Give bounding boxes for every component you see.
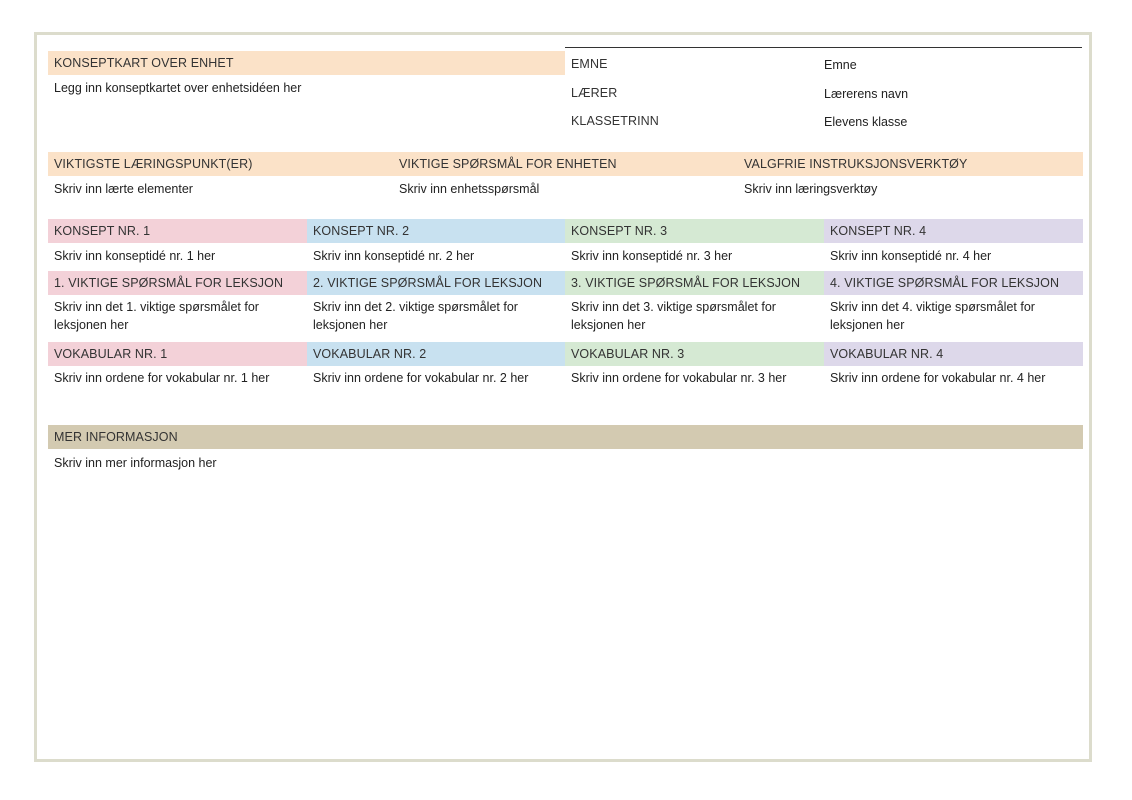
subject-value[interactable]: Emne (824, 58, 857, 72)
grade-label: KLASSETRINN (571, 114, 659, 128)
page-border (34, 32, 1092, 762)
question-4-label: 4. VIKTIGE SPØRSMÅL FOR LEKSJON (824, 271, 1083, 295)
tools-label: VALGFRIE INSTRUKSJONSVERKTØY (738, 152, 1083, 176)
concept-1-text[interactable]: Skriv inn konseptidé nr. 1 her (54, 249, 216, 263)
question-2-text[interactable]: Skriv inn det 2. viktige spørsmålet for leksjonen her (313, 300, 518, 332)
grade-value[interactable]: Elevens klasse (824, 115, 908, 129)
unit-questions-text[interactable]: Skriv inn enhetsspørsmål (399, 182, 540, 196)
vocab-4-label: VOKABULAR NR. 4 (824, 342, 1083, 366)
concept-3-text[interactable]: Skriv inn konseptidé nr. 3 her (571, 249, 733, 263)
vocab-3-label: VOKABULAR NR. 3 (565, 342, 824, 366)
vocab-1-text[interactable]: Skriv inn ordene for vokabular nr. 1 her (54, 371, 270, 385)
concept-3-label: KONSEPT NR. 3 (565, 219, 824, 243)
question-1-text[interactable]: Skriv inn det 1. viktige spørsmålet for leksjonen her (54, 300, 259, 332)
subject-label: EMNE (571, 57, 608, 71)
question-4-text[interactable]: Skriv inn det 4. viktige spørsmålet for leksjonen her (830, 300, 1035, 332)
vocab-4-text[interactable]: Skriv inn ordene for vokabular nr. 4 her (830, 371, 1046, 385)
question-1-label: 1. VIKTIGE SPØRSMÅL FOR LEKSJON (48, 271, 307, 295)
info-top-rule (565, 47, 1082, 48)
teacher-value[interactable]: Lærerens navn (824, 87, 909, 101)
concept-map-label: KONSEPTKART OVER ENHET (48, 51, 565, 75)
concept-2-text[interactable]: Skriv inn konseptidé nr. 2 her (313, 249, 475, 263)
concept-2-label: KONSEPT NR. 2 (307, 219, 565, 243)
question-3-text[interactable]: Skriv inn det 3. viktige spørsmålet for leksjonen her (571, 300, 776, 332)
key-learning-label: VIKTIGSTE LÆRINGSPUNKT(ER) (48, 152, 393, 176)
concept-1-label: KONSEPT NR. 1 (48, 219, 307, 243)
more-info-text[interactable]: Skriv inn mer informasjon her (54, 456, 217, 470)
key-learning-text[interactable]: Skriv inn lærte elementer (54, 182, 193, 196)
tools-text[interactable]: Skriv inn læringsverktøy (744, 182, 878, 196)
concept-map-text[interactable]: Legg inn konseptkartet over enhetsidéen her (54, 81, 302, 95)
teacher-label: LÆRER (571, 86, 618, 100)
concept-4-text[interactable]: Skriv inn konseptidé nr. 4 her (830, 249, 992, 263)
vocab-2-text[interactable]: Skriv inn ordene for vokabular nr. 2 her (313, 371, 529, 385)
more-info-label: MER INFORMASJON (48, 425, 1083, 449)
unit-questions-label: VIKTIGE SPØRSMÅL FOR ENHETEN (393, 152, 738, 176)
vocab-2-label: VOKABULAR NR. 2 (307, 342, 565, 366)
concept-4-label: KONSEPT NR. 4 (824, 219, 1083, 243)
question-3-label: 3. VIKTIGE SPØRSMÅL FOR LEKSJON (565, 271, 824, 295)
vocab-3-text[interactable]: Skriv inn ordene for vokabular nr. 3 her (571, 371, 787, 385)
question-2-label: 2. VIKTIGE SPØRSMÅL FOR LEKSJON (307, 271, 565, 295)
vocab-1-label: VOKABULAR NR. 1 (48, 342, 307, 366)
